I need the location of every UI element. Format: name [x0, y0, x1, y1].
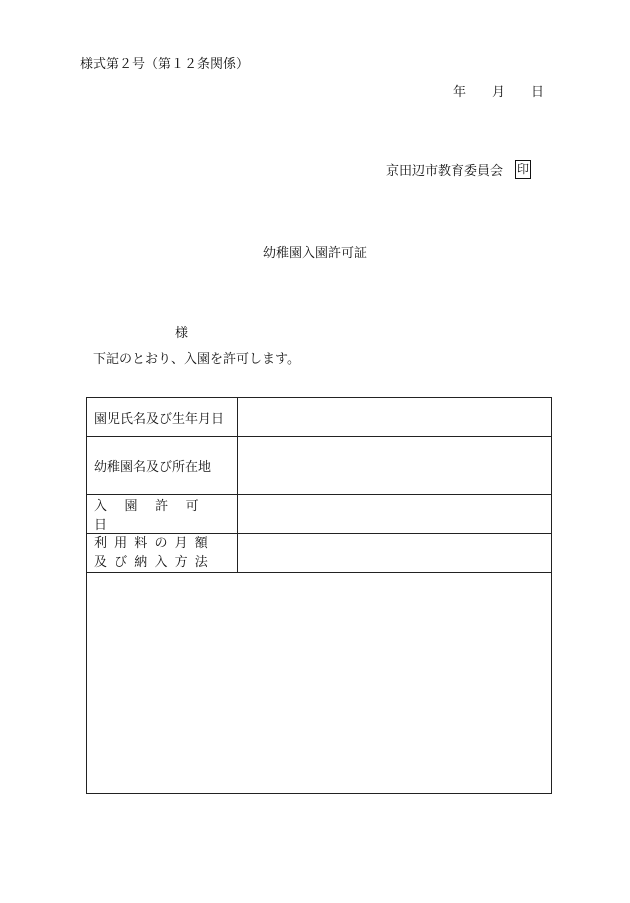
row-value-monthly-fee-payment — [238, 534, 552, 573]
date-day-label: 日 — [531, 85, 545, 100]
fee-label-line-1: 利用料の月額 — [94, 536, 215, 551]
form-number: 様式第２号（第１２条関係） — [80, 57, 250, 72]
row-value-kindergarten-name-address — [238, 437, 552, 495]
table-row — [87, 573, 552, 794]
row-label-monthly-fee-payment — [87, 534, 238, 573]
row-label-kindergarten-name-address: 幼稚園名及び所在地 — [87, 437, 238, 495]
fee-label-line-2: 及び納入方法 — [94, 555, 215, 570]
seal-mark: 印 — [515, 160, 531, 179]
recipient-honorific: 様 — [175, 326, 189, 341]
row-value-child-name-birthdate — [238, 398, 552, 437]
table-row — [87, 495, 552, 534]
row-label-admission-date: 入園許可日 — [87, 495, 238, 534]
permit-details-table — [86, 397, 552, 794]
date-year-label: 年 — [453, 85, 467, 100]
issuer-block — [386, 160, 531, 179]
table-row — [87, 437, 552, 495]
issuer-name: 京田辺市教育委員会 — [386, 164, 504, 179]
table-row — [87, 534, 552, 573]
date-line — [453, 81, 544, 100]
row-value-admission-date — [238, 495, 552, 534]
row-label-child-name-birthdate: 園児氏名及び生年月日 — [87, 398, 238, 437]
document-title: 幼稚園入園許可証 — [262, 246, 367, 261]
table-row — [87, 398, 552, 437]
notes-area — [87, 573, 552, 794]
permission-statement: 下記のとおり、入園を許可します。 — [93, 352, 300, 367]
date-month-label: 月 — [492, 85, 506, 100]
